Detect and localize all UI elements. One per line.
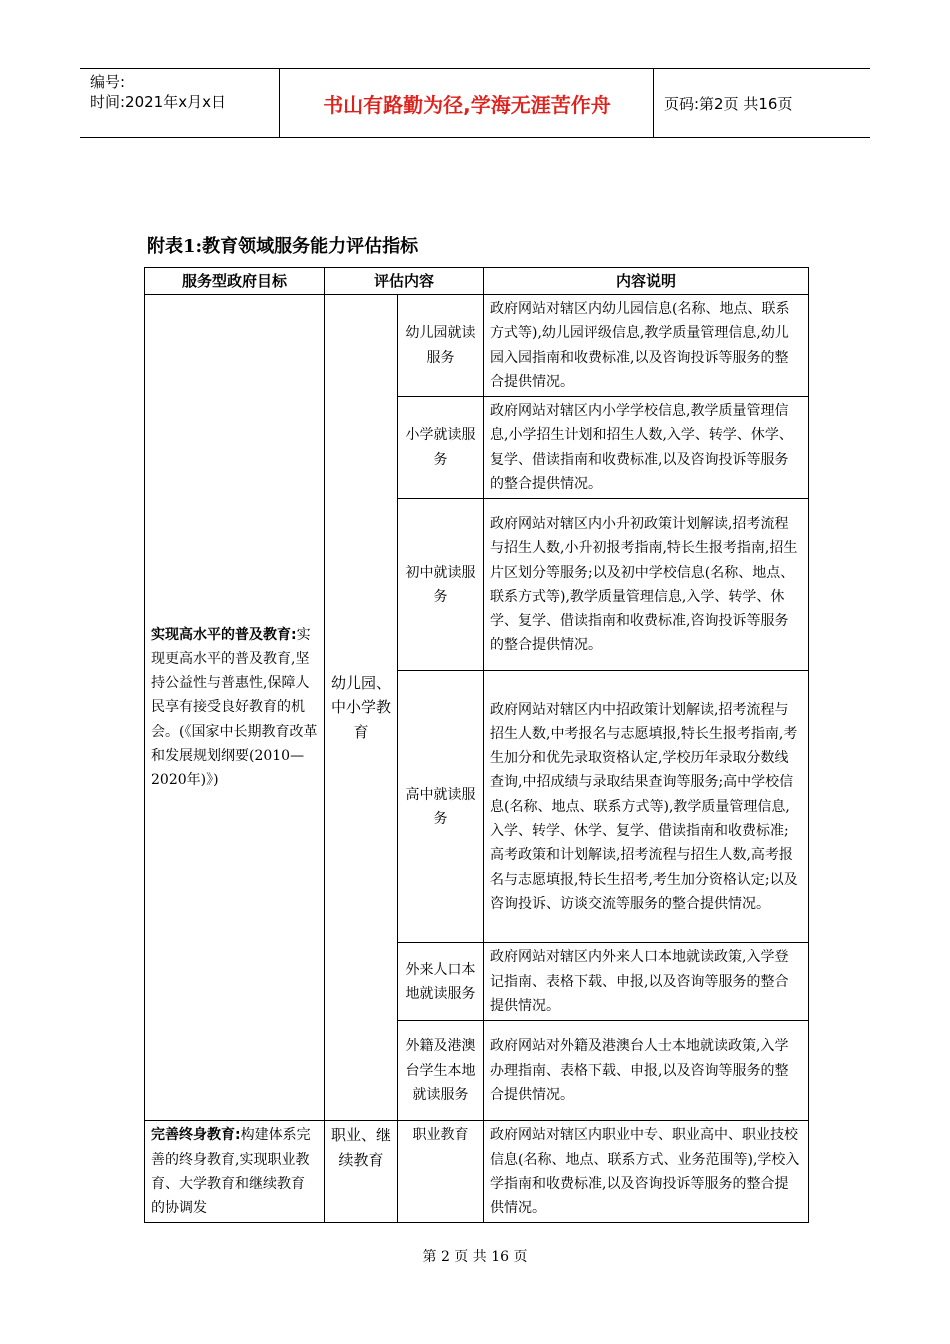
description: 政府网站对辖区内职业中专、职业高中、职业技校信息(名称、地点、联系方式、业务范围等),学校入学指南和收费标准,以及咨询投诉等服务的整合提供情况。 — [484, 1121, 809, 1223]
sub-item: 外来人口本地就读服务 — [398, 943, 484, 1021]
table-header-row — [145, 268, 809, 295]
category-cell: 职业、继续教育 — [325, 1121, 398, 1223]
table-row — [145, 1121, 809, 1223]
goal-text: 构建体系完善的终身教育,实现职业教育、大学教育和继续教育的协调发 — [151, 1127, 311, 1217]
description: 政府网站对辖区内中招政策计划解读,招考流程与招生人数,中考报名与志愿填报,特长生报考指南,考生加分和优先录取资格认定,学校历年录取分数线查询,中招成绩与录取结果查询等服务;高中学校信息(名称、地点、联系方式等),教学质量管理信息,入学、转学、休学、复学、借读指南和收费标准;高考政策和计划解读,招考流程与招生人数,高考报名与志愿填报,特长生招考,考生加分资格认定;以及咨询投诉、访谈交流等服务的整合提供情况。 — [484, 671, 809, 943]
goal-cell — [145, 1121, 325, 1223]
page-header — [80, 68, 870, 138]
sub-item: 高中就读服务 — [398, 671, 484, 943]
sub-item: 小学就读服务 — [398, 397, 484, 499]
column-header: 内容说明 — [484, 268, 809, 295]
description: 政府网站对辖区内外来人口本地就读政策,入学登记指南、表格下载、申报,以及咨询等服务的整合提供情况。 — [484, 943, 809, 1021]
sub-item: 外籍及港澳台学生本地就读服务 — [398, 1021, 484, 1121]
column-header: 评估内容 — [325, 268, 484, 295]
sub-item: 职业教育 — [398, 1121, 484, 1223]
sub-item: 初中就读服务 — [398, 499, 484, 671]
column-header: 服务型政府目标 — [145, 268, 325, 295]
description: 政府网站对辖区内幼儿园信息(名称、地点、联系方式等),幼儿园评级信息,教学质量管理信息,幼儿园入园指南和收费标准,以及咨询投诉等服务的整合提供情况。 — [484, 295, 809, 397]
table-row — [145, 295, 809, 397]
category-cell: 幼儿园、中小学教育 — [325, 295, 398, 1121]
description: 政府网站对辖区内小学学校信息,教学质量管理信息,小学招生计划和招生人数,入学、转学、休学、复学、借读指南和收费标准,以及咨询投诉等服务的整合提供情况。 — [484, 397, 809, 499]
table-title: 附表1:教育领域服务能力评估指标 — [147, 236, 419, 257]
description: 政府网站对外籍及港澳台人士本地就读政策,入学办理指南、表格下载、申报,以及咨询等服务的整合提供情况。 — [484, 1021, 809, 1121]
header-motto: 书山有路勤为径,学海无涯苦作舟 — [281, 69, 654, 137]
goal-text: 实现更高水平的普及教育,坚持公益性与普惠性,保障人民享有接受良好教育的机会。(《国家中长期教育改革和发展规划纲要(2010—2020年)》) — [151, 626, 318, 789]
goal-heading: 实现高水平的普及教育: — [151, 626, 297, 643]
goal-cell — [145, 295, 325, 1121]
number-label: 编号: — [90, 73, 126, 91]
description: 政府网站对辖区内小升初政策计划解读,招考流程与招生人数,小升初报考指南,特长生报考指南,招生片区划分等服务;以及初中学校信息(名称、地点、联系方式等),教学质量管理信息,入学、转学、休学、复学、借读指南和收费标准,咨询投诉等服务的整合提供情况。 — [484, 499, 809, 671]
evaluation-table — [144, 267, 809, 1223]
goal-heading: 完善终身教育: — [151, 1127, 241, 1144]
sub-item: 幼儿园就读服务 — [398, 295, 484, 397]
date-label: 时间:2021年x月x日 — [90, 93, 226, 111]
page-footer: 第 2 页 共 16 页 — [422, 1249, 528, 1265]
header-page-label: 页码:第2页 共16页 — [664, 94, 793, 113]
header-info — [80, 69, 280, 137]
